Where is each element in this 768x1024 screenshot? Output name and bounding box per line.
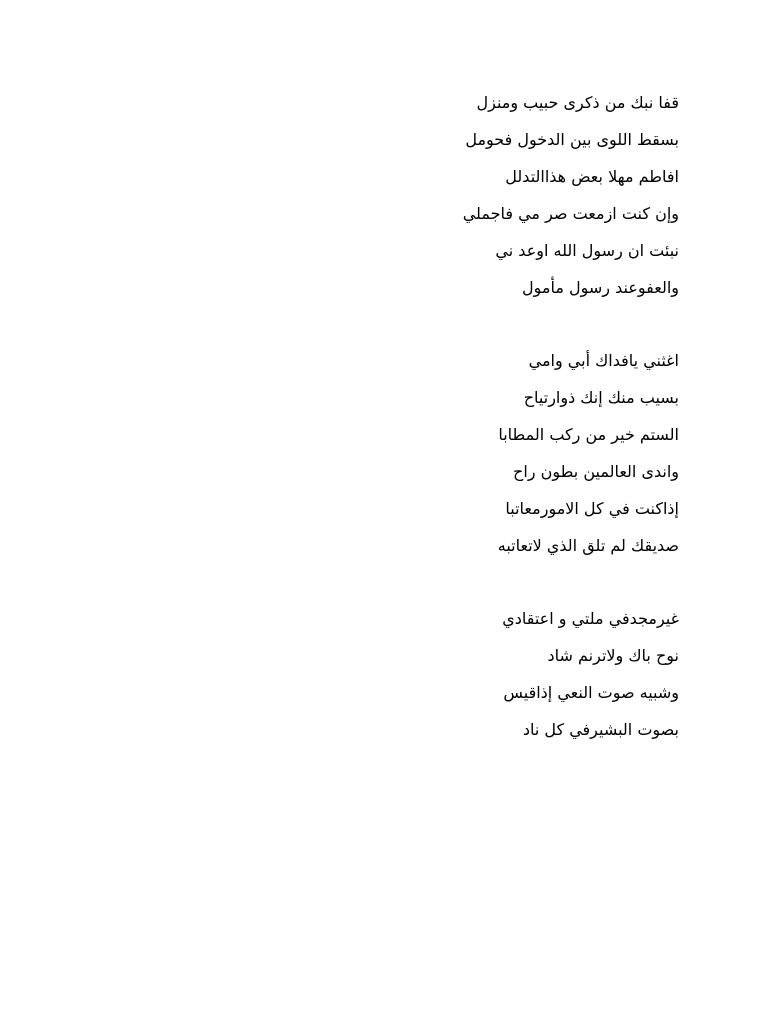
- verse-line: وإن كنت ازمعت صر مي فاجملي: [462, 204, 679, 223]
- verse-line: إذاكنت في كل الامورمعاتبا: [505, 499, 679, 518]
- verse-line: الستم خير من ركب المطابا: [498, 425, 679, 444]
- verse-line: اغثني يافداك أبي وامي: [528, 351, 679, 370]
- verse-line: نوح باك ولاترنم شاد: [547, 646, 679, 665]
- verse-line: غيرمجدفي ملتي و اعتقادي: [502, 609, 679, 628]
- stanza-1: [359, 88, 679, 310]
- verse-line: نبئت ان رسول الله اوعد ني: [495, 241, 679, 260]
- verse-line: قفا نبك من ذكرى حبيب ومنزل: [476, 93, 679, 112]
- verse-line: افاطم مهلا بعض هذاالتدلل: [505, 167, 679, 186]
- verse-line: والعفوعند رسول مأمول: [522, 278, 679, 297]
- stanza-2: [359, 346, 679, 568]
- verse-line: صديقك لم تلق الذي لاتعاتبه: [497, 536, 679, 555]
- stanza-3: [359, 604, 679, 752]
- verse-line: بسقط اللوى بين الدخول فحومل: [465, 130, 679, 149]
- verse-line: بسيب منك إنك ذوارتياح: [523, 388, 679, 407]
- verse-line: بصوت البشيرفي كل ناد: [522, 720, 679, 739]
- verse-line: واندى العالمين بطون راح: [513, 462, 679, 481]
- verse-line: وشبيه صوت النعي إذاقيس: [503, 683, 679, 702]
- poem-text: [359, 88, 679, 752]
